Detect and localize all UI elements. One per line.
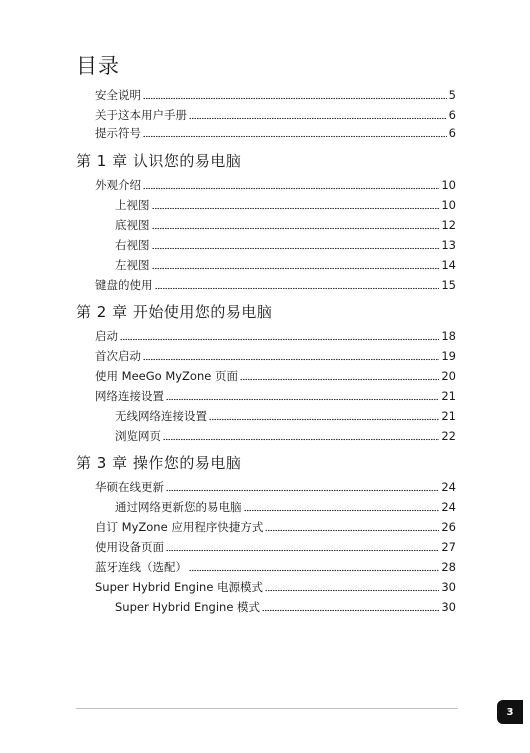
dot-leader	[189, 117, 447, 120]
toc-entry-network-settings[interactable]	[95, 388, 456, 404]
toc-entry-text: 外观介绍	[95, 178, 141, 192]
chapter-2-heading[interactable]: 第 2 章 开始使用您的易电脑	[76, 303, 273, 321]
toc-entry-text: Super Hybrid Engine 模式	[115, 600, 261, 614]
toc-entry-text: 首次启动	[95, 349, 141, 363]
dot-leader	[152, 267, 440, 270]
toc-entry-text: 自订 MyZone 应用程序快捷方式	[95, 520, 264, 534]
toc-entry-page: 20	[441, 369, 456, 383]
toc-entry-notation[interactable]	[95, 125, 456, 141]
toc-entry-browse-web[interactable]	[115, 428, 456, 444]
dot-leader	[143, 187, 439, 190]
toc-entry-wireless-settings[interactable]	[115, 408, 456, 424]
dot-leader	[120, 338, 439, 341]
toc-entry-page: 30	[441, 580, 456, 594]
dot-leader	[152, 247, 440, 250]
toc-entry-myzone-shortcuts[interactable]	[95, 519, 456, 535]
dot-leader	[209, 418, 439, 421]
dot-leader	[155, 287, 440, 290]
toc-entry-page: 15	[441, 278, 456, 292]
toc-entry-text: 底视图	[115, 218, 150, 232]
toc-entry-devices-page[interactable]	[95, 539, 456, 555]
dot-leader	[166, 489, 439, 492]
dot-leader	[143, 358, 439, 361]
toc-entry-page: 10	[441, 198, 456, 212]
dot-leader	[166, 398, 439, 401]
toc-entry-text: Super Hybrid Engine 电源模式	[95, 580, 264, 594]
toc-entry-text: 浏览网页	[115, 429, 161, 443]
toc-entry-text: 上视图	[115, 198, 150, 212]
toc-entry-page: 12	[441, 218, 456, 232]
dot-leader	[265, 589, 439, 592]
toc-entry-page: 28	[441, 560, 456, 574]
toc-entry-page: 24	[441, 480, 456, 494]
toc-entry-page: 21	[441, 389, 456, 403]
toc-entry-page: 6	[448, 108, 456, 122]
toc-entry-page: 6	[448, 126, 456, 140]
dot-leader	[262, 609, 439, 612]
toc-entry-text: 关于这本用户手册	[95, 108, 187, 122]
toc-entry-text: 网络连接设置	[95, 389, 164, 403]
toc-entry-text: 键盘的使用	[95, 278, 153, 292]
toc-entry-safety[interactable]	[95, 87, 456, 103]
toc-entry-myzone-page[interactable]	[95, 368, 456, 384]
dot-leader	[166, 549, 439, 552]
toc-entry-asus-update[interactable]	[95, 479, 456, 495]
chapter-3-heading[interactable]: 第 3 章 操作您的易电脑	[76, 454, 242, 472]
toc-entry-page: 30	[441, 600, 456, 614]
dot-leader	[244, 509, 440, 512]
toc-entry-she-power-mode[interactable]	[95, 579, 456, 595]
toc-entry-page: 22	[441, 429, 456, 443]
dot-leader	[240, 378, 439, 381]
page-title: 目录	[76, 54, 120, 78]
toc-entry-text: 提示符号	[95, 126, 141, 140]
toc-entry-page: 10	[441, 178, 456, 192]
dot-leader	[163, 438, 439, 441]
toc-entry-text: 无线网络连接设置	[115, 409, 207, 423]
toc-entry-page: 18	[441, 329, 456, 343]
toc-entry-text: 右视图	[115, 238, 150, 252]
toc-entry-right-view[interactable]	[115, 237, 456, 253]
toc-entry-first-startup[interactable]	[95, 348, 456, 364]
toc-entry-bottom-view[interactable]	[115, 217, 456, 233]
dot-leader	[265, 529, 439, 532]
dot-leader	[152, 207, 440, 210]
toc-entry-text: 蓝牙连线（选配）	[95, 560, 187, 574]
toc-entry-page: 14	[441, 258, 456, 272]
toc-entry-text: 通过网络更新您的易电脑	[115, 500, 242, 514]
toc-entry-page: 5	[448, 88, 456, 102]
toc-entry-text: 使用设备页面	[95, 540, 164, 554]
chapter-1-heading[interactable]: 第 1 章 认识您的易电脑	[76, 152, 242, 170]
toc-entry-she-mode[interactable]	[115, 599, 456, 615]
toc-entry-text: 使用 MeeGo MyZone 页面	[95, 369, 238, 383]
toc-entry-page: 21	[441, 409, 456, 423]
toc-entry-page: 27	[441, 540, 456, 554]
toc-entry-text: 华硕在线更新	[95, 480, 164, 494]
toc-entry-network-update[interactable]	[115, 499, 456, 515]
toc-entry-keyboard[interactable]	[95, 277, 456, 293]
toc-entry-text: 安全说明	[95, 88, 141, 102]
page-number-badge: 3	[497, 700, 523, 724]
footer-divider	[76, 708, 458, 709]
dot-leader	[143, 135, 447, 138]
toc-entry-page: 13	[441, 238, 456, 252]
dot-leader	[189, 569, 439, 572]
toc-entry-text: 启动	[95, 329, 118, 343]
dot-leader	[143, 97, 447, 100]
toc-entry-page: 19	[441, 349, 456, 363]
dot-leader	[152, 227, 440, 230]
toc-entry-startup[interactable]	[95, 328, 456, 344]
toc-entry-appearance[interactable]	[95, 177, 456, 193]
toc-entry-bluetooth[interactable]	[95, 559, 456, 575]
toc-entry-left-view[interactable]	[115, 257, 456, 273]
toc-entry-top-view[interactable]	[115, 197, 456, 213]
toc-entry-text: 左视图	[115, 258, 150, 272]
toc-entry-about-manual[interactable]	[95, 107, 456, 123]
toc-entry-page: 26	[441, 520, 456, 534]
toc-entry-page: 24	[441, 500, 456, 514]
